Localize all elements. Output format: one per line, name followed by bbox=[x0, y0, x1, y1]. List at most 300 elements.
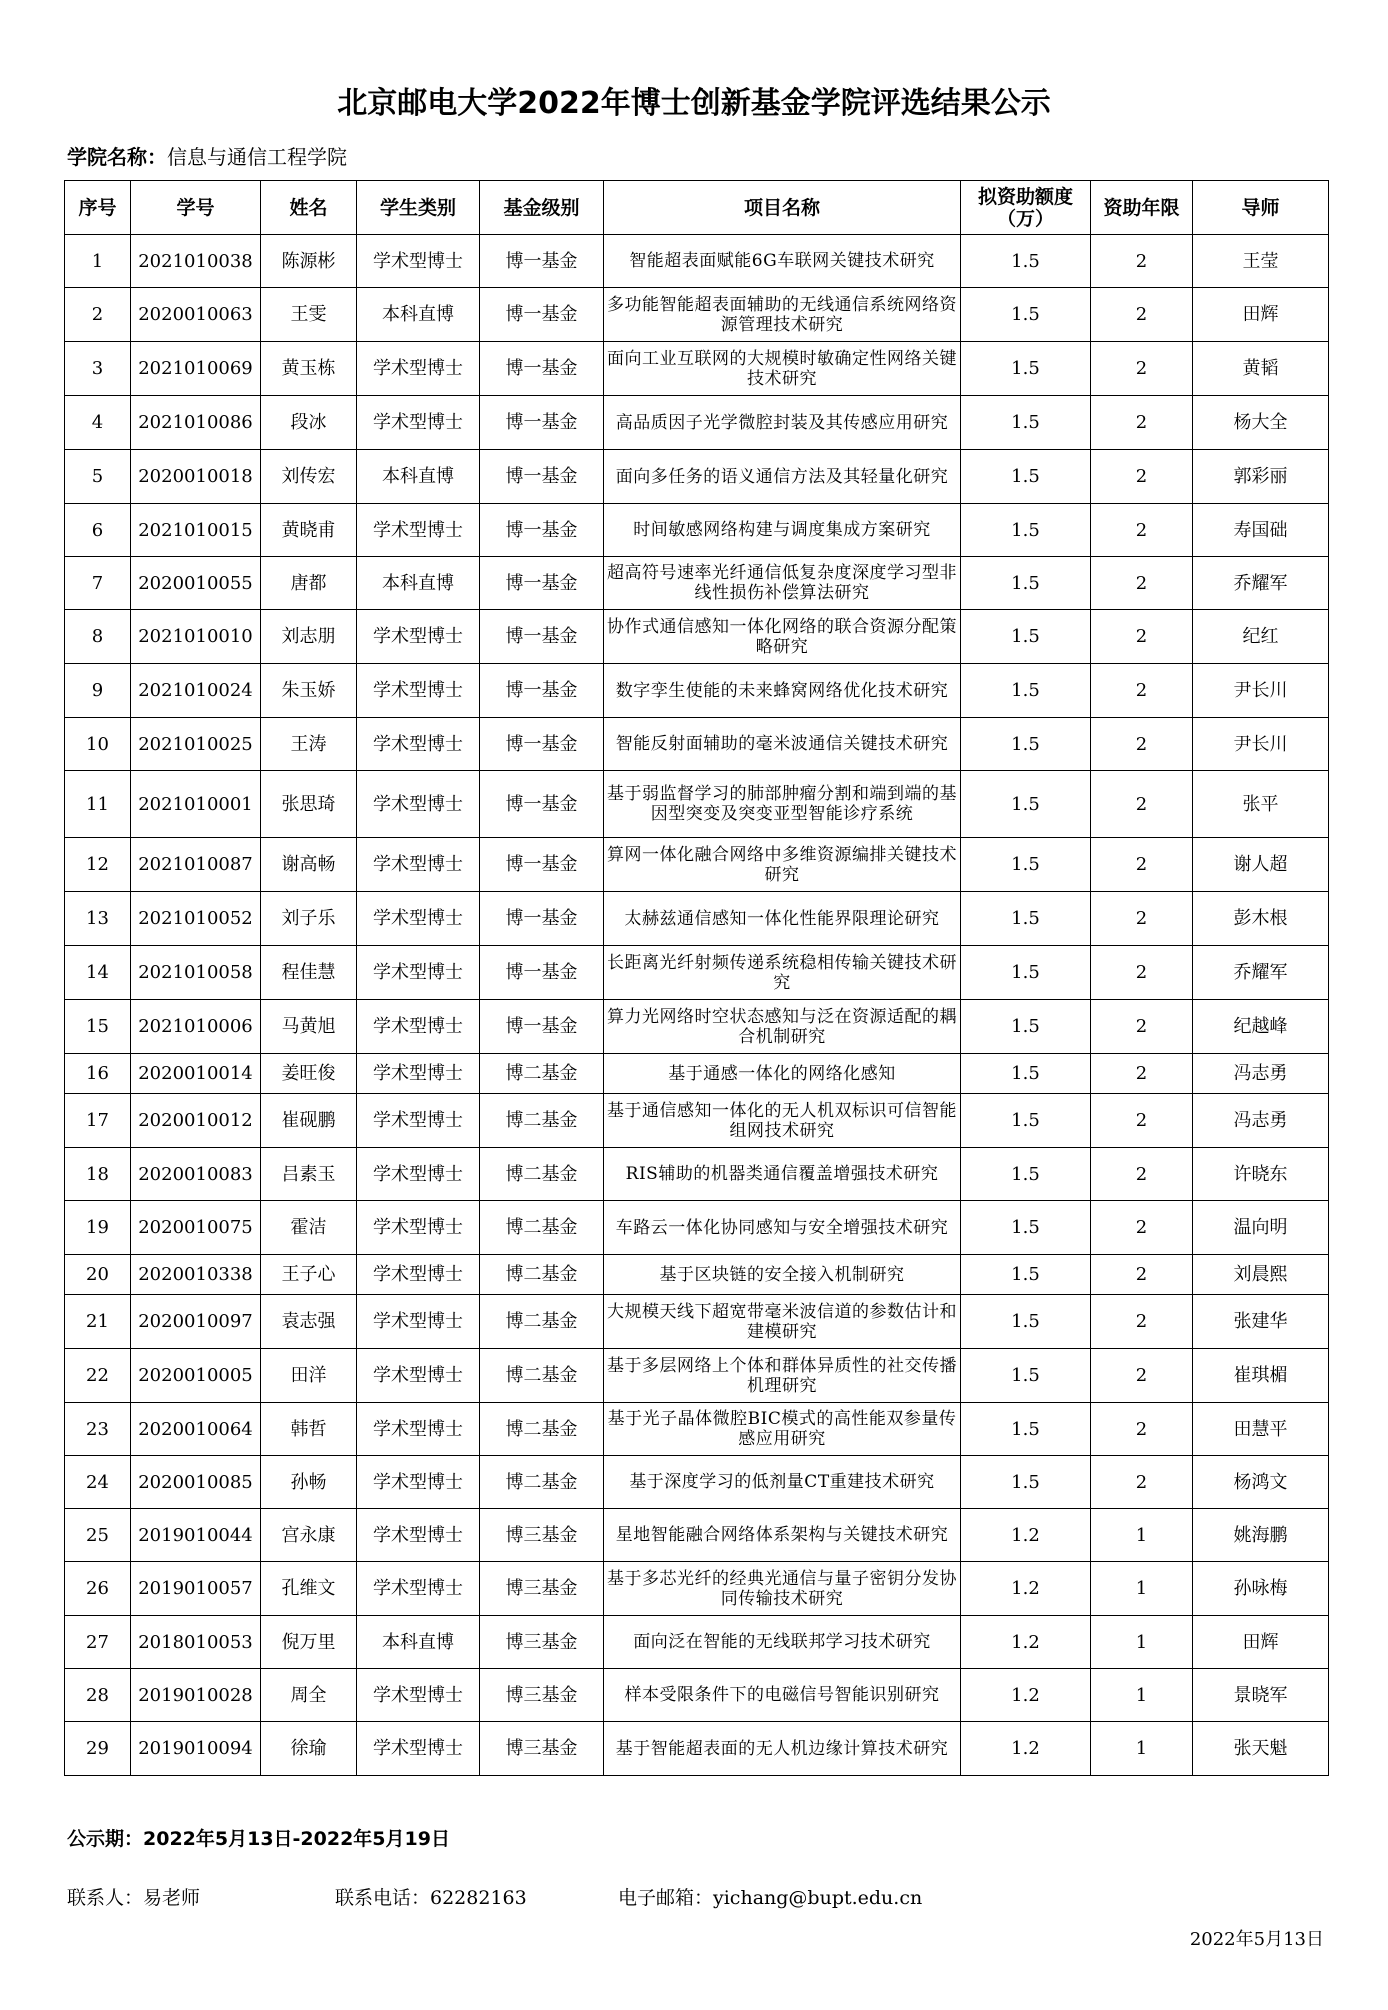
cell-index: 8 bbox=[65, 610, 131, 664]
cell-project-name: 算网一体化融合网络中多维资源编排关键技术研究 bbox=[604, 838, 961, 892]
college-name: 信息与通信工程学院 bbox=[167, 145, 347, 169]
table-row bbox=[65, 1255, 1329, 1295]
cell-name: 张思琦 bbox=[261, 771, 357, 838]
cell-project-name: 基于多芯光纤的经典光通信与量子密钥分发协同传输技术研究 bbox=[604, 1562, 961, 1616]
table-row bbox=[65, 1148, 1329, 1201]
cell-amount: 1.5 bbox=[961, 1000, 1091, 1054]
table-row bbox=[65, 1562, 1329, 1616]
cell-fund-level: 博一基金 bbox=[480, 235, 604, 288]
cell-project-name: 太赫兹通信感知一体化性能界限理论研究 bbox=[604, 892, 961, 946]
cell-amount: 1.5 bbox=[961, 718, 1091, 771]
header-years: 资助年限 bbox=[1091, 181, 1193, 235]
cell-student-type: 学术型博士 bbox=[357, 1669, 480, 1722]
cell-supervisor: 崔琪楣 bbox=[1193, 1349, 1329, 1403]
cell-student-id: 2019010094 bbox=[131, 1722, 261, 1776]
cell-years: 2 bbox=[1091, 557, 1193, 610]
cell-index: 9 bbox=[65, 664, 131, 718]
results-table bbox=[64, 180, 1329, 1776]
cell-name: 袁志强 bbox=[261, 1295, 357, 1349]
header-amount: 拟资助额度（万） bbox=[961, 181, 1091, 235]
cell-student-type: 学术型博士 bbox=[357, 946, 480, 1000]
cell-supervisor: 张平 bbox=[1193, 771, 1329, 838]
cell-supervisor: 杨鸿文 bbox=[1193, 1456, 1329, 1509]
cell-student-id: 2021010069 bbox=[131, 342, 261, 396]
cell-index: 20 bbox=[65, 1255, 131, 1295]
cell-student-type: 学术型博士 bbox=[357, 1509, 480, 1562]
cell-index: 25 bbox=[65, 1509, 131, 1562]
cell-student-type: 本科直博 bbox=[357, 557, 480, 610]
cell-student-id: 2020010063 bbox=[131, 288, 261, 342]
cell-index: 3 bbox=[65, 342, 131, 396]
cell-supervisor: 乔耀军 bbox=[1193, 946, 1329, 1000]
cell-fund-level: 博一基金 bbox=[480, 718, 604, 771]
table-body bbox=[65, 235, 1329, 1776]
cell-amount: 1.2 bbox=[961, 1616, 1091, 1669]
cell-fund-level: 博一基金 bbox=[480, 557, 604, 610]
cell-project-name: 基于区块链的安全接入机制研究 bbox=[604, 1255, 961, 1295]
cell-student-id: 2020010097 bbox=[131, 1295, 261, 1349]
cell-student-id: 2018010053 bbox=[131, 1616, 261, 1669]
cell-name: 王涛 bbox=[261, 718, 357, 771]
cell-years: 2 bbox=[1091, 946, 1193, 1000]
cell-student-type: 学术型博士 bbox=[357, 664, 480, 718]
cell-fund-level: 博二基金 bbox=[480, 1349, 604, 1403]
table-row bbox=[65, 1349, 1329, 1403]
cell-supervisor: 尹长川 bbox=[1193, 718, 1329, 771]
cell-student-type: 学术型博士 bbox=[357, 235, 480, 288]
cell-years: 1 bbox=[1091, 1616, 1193, 1669]
cell-index: 6 bbox=[65, 504, 131, 557]
cell-index: 10 bbox=[65, 718, 131, 771]
cell-years: 1 bbox=[1091, 1669, 1193, 1722]
table-row bbox=[65, 892, 1329, 946]
cell-name: 黄玉栋 bbox=[261, 342, 357, 396]
cell-project-name: 协作式通信感知一体化网络的联合资源分配策略研究 bbox=[604, 610, 961, 664]
cell-student-type: 学术型博士 bbox=[357, 1255, 480, 1295]
cell-fund-level: 博二基金 bbox=[480, 1255, 604, 1295]
cell-index: 18 bbox=[65, 1148, 131, 1201]
cell-student-id: 2020010064 bbox=[131, 1403, 261, 1456]
cell-index: 19 bbox=[65, 1201, 131, 1255]
cell-years: 2 bbox=[1091, 1255, 1193, 1295]
cell-amount: 1.5 bbox=[961, 342, 1091, 396]
cell-supervisor: 王莹 bbox=[1193, 235, 1329, 288]
cell-amount: 1.5 bbox=[961, 771, 1091, 838]
cell-project-name: 基于多层网络上个体和群体异质性的社交传播机理研究 bbox=[604, 1349, 961, 1403]
cell-project-name: 多功能智能超表面辅助的无线通信系统网络资源管理技术研究 bbox=[604, 288, 961, 342]
cell-student-id: 2020010338 bbox=[131, 1255, 261, 1295]
cell-fund-level: 博二基金 bbox=[480, 1148, 604, 1201]
header-name: 姓名 bbox=[261, 181, 357, 235]
cell-fund-level: 博一基金 bbox=[480, 892, 604, 946]
cell-project-name: 车路云一体化协同感知与安全增强技术研究 bbox=[604, 1201, 961, 1255]
cell-student-type: 本科直博 bbox=[357, 1616, 480, 1669]
cell-student-id: 2019010057 bbox=[131, 1562, 261, 1616]
cell-fund-level: 博一基金 bbox=[480, 610, 604, 664]
cell-student-type: 学术型博士 bbox=[357, 396, 480, 450]
cell-amount: 1.5 bbox=[961, 504, 1091, 557]
cell-project-name: 智能反射面辅助的毫米波通信关键技术研究 bbox=[604, 718, 961, 771]
cell-fund-level: 博二基金 bbox=[480, 1054, 604, 1094]
table-row bbox=[65, 1722, 1329, 1776]
cell-student-id: 2021010010 bbox=[131, 610, 261, 664]
cell-fund-level: 博二基金 bbox=[480, 1295, 604, 1349]
table-row bbox=[65, 1000, 1329, 1054]
table-row bbox=[65, 1616, 1329, 1669]
cell-student-id: 2019010028 bbox=[131, 1669, 261, 1722]
cell-name: 王雯 bbox=[261, 288, 357, 342]
cell-name: 姜旺俊 bbox=[261, 1054, 357, 1094]
college-label: 学院名称： bbox=[67, 145, 167, 169]
cell-supervisor: 纪越峰 bbox=[1193, 1000, 1329, 1054]
cell-project-name: 超高符号速率光纤通信低复杂度深度学习型非线性损伤补偿算法研究 bbox=[604, 557, 961, 610]
cell-name: 孔维文 bbox=[261, 1562, 357, 1616]
cell-project-name: 时间敏感网络构建与调度集成方案研究 bbox=[604, 504, 961, 557]
cell-amount: 1.5 bbox=[961, 1148, 1091, 1201]
cell-index: 1 bbox=[65, 235, 131, 288]
cell-student-type: 学术型博士 bbox=[357, 504, 480, 557]
cell-supervisor: 张天魁 bbox=[1193, 1722, 1329, 1776]
cell-years: 2 bbox=[1091, 450, 1193, 504]
cell-index: 24 bbox=[65, 1456, 131, 1509]
cell-student-id: 2021010024 bbox=[131, 664, 261, 718]
cell-fund-level: 博一基金 bbox=[480, 838, 604, 892]
cell-student-type: 学术型博士 bbox=[357, 342, 480, 396]
table-row bbox=[65, 946, 1329, 1000]
cell-name: 段冰 bbox=[261, 396, 357, 450]
cell-amount: 1.5 bbox=[961, 1295, 1091, 1349]
cell-student-id: 2021010058 bbox=[131, 946, 261, 1000]
cell-project-name: 基于深度学习的低剂量CT重建技术研究 bbox=[604, 1456, 961, 1509]
table-row bbox=[65, 235, 1329, 288]
cell-project-name: 基于光子晶体微腔BIC模式的高性能双参量传感应用研究 bbox=[604, 1403, 961, 1456]
cell-supervisor: 田辉 bbox=[1193, 288, 1329, 342]
cell-project-name: 智能超表面赋能6G车联网关键技术研究 bbox=[604, 235, 961, 288]
cell-index: 7 bbox=[65, 557, 131, 610]
cell-years: 2 bbox=[1091, 1349, 1193, 1403]
cell-years: 2 bbox=[1091, 342, 1193, 396]
table-row bbox=[65, 557, 1329, 610]
cell-name: 韩哲 bbox=[261, 1403, 357, 1456]
cell-student-id: 2020010014 bbox=[131, 1054, 261, 1094]
cell-amount: 1.5 bbox=[961, 1201, 1091, 1255]
cell-student-type: 学术型博士 bbox=[357, 892, 480, 946]
cell-years: 1 bbox=[1091, 1509, 1193, 1562]
table-row bbox=[65, 342, 1329, 396]
cell-supervisor: 孙咏梅 bbox=[1193, 1562, 1329, 1616]
cell-years: 2 bbox=[1091, 892, 1193, 946]
cell-student-id: 2020010018 bbox=[131, 450, 261, 504]
cell-supervisor: 彭木根 bbox=[1193, 892, 1329, 946]
cell-amount: 1.5 bbox=[961, 557, 1091, 610]
contact-person: 联系人：易老师 bbox=[67, 1887, 201, 1909]
cell-index: 21 bbox=[65, 1295, 131, 1349]
cell-years: 2 bbox=[1091, 504, 1193, 557]
cell-years: 2 bbox=[1091, 1148, 1193, 1201]
cell-index: 27 bbox=[65, 1616, 131, 1669]
cell-amount: 1.5 bbox=[961, 1456, 1091, 1509]
cell-years: 2 bbox=[1091, 838, 1193, 892]
cell-supervisor: 刘晨熙 bbox=[1193, 1255, 1329, 1295]
contact-phone: 联系电话：62282163 bbox=[335, 1887, 527, 1909]
cell-index: 17 bbox=[65, 1094, 131, 1148]
cell-name: 唐都 bbox=[261, 557, 357, 610]
cell-index: 4 bbox=[65, 396, 131, 450]
header-student-id: 学号 bbox=[131, 181, 261, 235]
cell-index: 23 bbox=[65, 1403, 131, 1456]
header-project-name: 项目名称 bbox=[604, 181, 961, 235]
cell-years: 1 bbox=[1091, 1562, 1193, 1616]
cell-student-id: 2020010075 bbox=[131, 1201, 261, 1255]
cell-fund-level: 博三基金 bbox=[480, 1509, 604, 1562]
cell-name: 徐瑜 bbox=[261, 1722, 357, 1776]
cell-fund-level: 博一基金 bbox=[480, 664, 604, 718]
table-row bbox=[65, 718, 1329, 771]
cell-student-type: 本科直博 bbox=[357, 450, 480, 504]
cell-amount: 1.2 bbox=[961, 1669, 1091, 1722]
cell-name: 宫永康 bbox=[261, 1509, 357, 1562]
cell-project-name: 算力光网络时空状态感知与泛在资源适配的耦合机制研究 bbox=[604, 1000, 961, 1054]
cell-supervisor: 尹长川 bbox=[1193, 664, 1329, 718]
cell-name: 王子心 bbox=[261, 1255, 357, 1295]
cell-name: 谢高畅 bbox=[261, 838, 357, 892]
cell-name: 倪万里 bbox=[261, 1616, 357, 1669]
college-line bbox=[67, 142, 347, 172]
header-student-type: 学生类别 bbox=[357, 181, 480, 235]
cell-name: 吕素玉 bbox=[261, 1148, 357, 1201]
table-row bbox=[65, 1094, 1329, 1148]
cell-project-name: 大规模天线下超宽带毫米波信道的参数估计和建模研究 bbox=[604, 1295, 961, 1349]
cell-fund-level: 博二基金 bbox=[480, 1201, 604, 1255]
cell-project-name: 数字孪生使能的未来蜂窝网络优化技术研究 bbox=[604, 664, 961, 718]
cell-amount: 1.5 bbox=[961, 1094, 1091, 1148]
cell-amount: 1.5 bbox=[961, 1403, 1091, 1456]
cell-amount: 1.5 bbox=[961, 450, 1091, 504]
cell-student-type: 学术型博士 bbox=[357, 1054, 480, 1094]
cell-supervisor: 姚海鹏 bbox=[1193, 1509, 1329, 1562]
cell-supervisor: 纪红 bbox=[1193, 610, 1329, 664]
cell-amount: 1.2 bbox=[961, 1562, 1091, 1616]
cell-project-name: 样本受限条件下的电磁信号智能识别研究 bbox=[604, 1669, 961, 1722]
cell-amount: 1.5 bbox=[961, 892, 1091, 946]
cell-years: 2 bbox=[1091, 718, 1193, 771]
cell-student-type: 学术型博士 bbox=[357, 1349, 480, 1403]
cell-index: 12 bbox=[65, 838, 131, 892]
cell-student-type: 学术型博士 bbox=[357, 838, 480, 892]
cell-fund-level: 博一基金 bbox=[480, 342, 604, 396]
cell-project-name: 长距离光纤射频传递系统稳相传输关键技术研究 bbox=[604, 946, 961, 1000]
table-row bbox=[65, 504, 1329, 557]
cell-project-name: 基于通信感知一体化的无人机双标识可信智能组网技术研究 bbox=[604, 1094, 961, 1148]
table-row bbox=[65, 288, 1329, 342]
cell-project-name: 面向多任务的语义通信方法及其轻量化研究 bbox=[604, 450, 961, 504]
cell-index: 22 bbox=[65, 1349, 131, 1403]
table-row bbox=[65, 664, 1329, 718]
cell-amount: 1.2 bbox=[961, 1722, 1091, 1776]
cell-student-type: 学术型博士 bbox=[357, 1295, 480, 1349]
cell-name: 孙畅 bbox=[261, 1456, 357, 1509]
table-row bbox=[65, 396, 1329, 450]
cell-student-type: 学术型博士 bbox=[357, 610, 480, 664]
cell-name: 朱玉娇 bbox=[261, 664, 357, 718]
cell-fund-level: 博一基金 bbox=[480, 288, 604, 342]
cell-student-id: 2020010085 bbox=[131, 1456, 261, 1509]
cell-student-type: 学术型博士 bbox=[357, 1403, 480, 1456]
cell-amount: 1.2 bbox=[961, 1509, 1091, 1562]
cell-project-name: 星地智能融合网络体系架构与关键技术研究 bbox=[604, 1509, 961, 1562]
table-row bbox=[65, 1403, 1329, 1456]
cell-amount: 1.5 bbox=[961, 1255, 1091, 1295]
cell-student-id: 2021010038 bbox=[131, 235, 261, 288]
cell-fund-level: 博一基金 bbox=[480, 396, 604, 450]
cell-index: 2 bbox=[65, 288, 131, 342]
cell-amount: 1.5 bbox=[961, 838, 1091, 892]
cell-name: 马黄旭 bbox=[261, 1000, 357, 1054]
cell-project-name: 高品质因子光学微腔封装及其传感应用研究 bbox=[604, 396, 961, 450]
table-header-row bbox=[65, 181, 1329, 235]
cell-years: 1 bbox=[1091, 1722, 1193, 1776]
table-row bbox=[65, 771, 1329, 838]
cell-student-type: 学术型博士 bbox=[357, 1094, 480, 1148]
cell-supervisor: 乔耀军 bbox=[1193, 557, 1329, 610]
page-title: 北京邮电大学2022年博士创新基金学院评选结果公示 bbox=[337, 86, 1051, 121]
cell-project-name: RIS辅助的机器类通信覆盖增强技术研究 bbox=[604, 1148, 961, 1201]
cell-fund-level: 博一基金 bbox=[480, 504, 604, 557]
cell-amount: 1.5 bbox=[961, 946, 1091, 1000]
cell-years: 2 bbox=[1091, 396, 1193, 450]
table-row bbox=[65, 1509, 1329, 1562]
cell-student-type: 学术型博士 bbox=[357, 1722, 480, 1776]
cell-amount: 1.5 bbox=[961, 610, 1091, 664]
cell-fund-level: 博一基金 bbox=[480, 771, 604, 838]
cell-name: 刘志朋 bbox=[261, 610, 357, 664]
cell-index: 11 bbox=[65, 771, 131, 838]
cell-student-id: 2021010006 bbox=[131, 1000, 261, 1054]
cell-name: 刘子乐 bbox=[261, 892, 357, 946]
table-row bbox=[65, 1456, 1329, 1509]
cell-student-id: 2021010015 bbox=[131, 504, 261, 557]
cell-years: 2 bbox=[1091, 235, 1193, 288]
cell-amount: 1.5 bbox=[961, 664, 1091, 718]
cell-student-id: 2020010083 bbox=[131, 1148, 261, 1201]
cell-amount: 1.5 bbox=[961, 1349, 1091, 1403]
cell-years: 2 bbox=[1091, 288, 1193, 342]
cell-student-id: 2021010001 bbox=[131, 771, 261, 838]
cell-student-type: 学术型博士 bbox=[357, 1201, 480, 1255]
cell-amount: 1.5 bbox=[961, 288, 1091, 342]
cell-name: 崔砚鹏 bbox=[261, 1094, 357, 1148]
cell-index: 14 bbox=[65, 946, 131, 1000]
cell-index: 28 bbox=[65, 1669, 131, 1722]
cell-project-name: 基于智能超表面的无人机边缘计算技术研究 bbox=[604, 1722, 961, 1776]
table-row bbox=[65, 1295, 1329, 1349]
cell-years: 2 bbox=[1091, 771, 1193, 838]
table-row bbox=[65, 610, 1329, 664]
cell-supervisor: 田辉 bbox=[1193, 1616, 1329, 1669]
cell-index: 16 bbox=[65, 1054, 131, 1094]
publish-date: 2022年5月13日 bbox=[1189, 1929, 1324, 1950]
cell-fund-level: 博二基金 bbox=[480, 1456, 604, 1509]
cell-amount: 1.5 bbox=[961, 396, 1091, 450]
header-fund-level: 基金级别 bbox=[480, 181, 604, 235]
cell-student-id: 2020010055 bbox=[131, 557, 261, 610]
cell-fund-level: 博一基金 bbox=[480, 946, 604, 1000]
cell-supervisor: 寿国础 bbox=[1193, 504, 1329, 557]
cell-student-id: 2019010044 bbox=[131, 1509, 261, 1562]
cell-project-name: 基于弱监督学习的肺部肿瘤分割和端到端的基因型突变及突变亚型智能诊疗系统 bbox=[604, 771, 961, 838]
cell-fund-level: 博三基金 bbox=[480, 1562, 604, 1616]
cell-student-id: 2021010025 bbox=[131, 718, 261, 771]
cell-student-type: 学术型博士 bbox=[357, 718, 480, 771]
header-supervisor: 导师 bbox=[1193, 181, 1329, 235]
cell-name: 刘传宏 bbox=[261, 450, 357, 504]
cell-supervisor: 冯志勇 bbox=[1193, 1054, 1329, 1094]
cell-fund-level: 博二基金 bbox=[480, 1094, 604, 1148]
cell-supervisor: 黄韬 bbox=[1193, 342, 1329, 396]
cell-student-type: 学术型博士 bbox=[357, 771, 480, 838]
table-row bbox=[65, 1054, 1329, 1094]
cell-supervisor: 杨大全 bbox=[1193, 396, 1329, 450]
header-index: 序号 bbox=[65, 181, 131, 235]
cell-student-type: 本科直博 bbox=[357, 288, 480, 342]
cell-years: 2 bbox=[1091, 1456, 1193, 1509]
publicity-period: 公示期：2022年5月13日-2022年5月19日 bbox=[67, 1828, 450, 1850]
cell-supervisor: 张建华 bbox=[1193, 1295, 1329, 1349]
cell-index: 5 bbox=[65, 450, 131, 504]
cell-fund-level: 博三基金 bbox=[480, 1616, 604, 1669]
cell-supervisor: 许晓东 bbox=[1193, 1148, 1329, 1201]
table-row bbox=[65, 1201, 1329, 1255]
cell-years: 2 bbox=[1091, 1054, 1193, 1094]
cell-student-type: 学术型博士 bbox=[357, 1562, 480, 1616]
cell-index: 13 bbox=[65, 892, 131, 946]
cell-supervisor: 郭彩丽 bbox=[1193, 450, 1329, 504]
cell-amount: 1.5 bbox=[961, 235, 1091, 288]
cell-name: 程佳慧 bbox=[261, 946, 357, 1000]
cell-supervisor: 谢人超 bbox=[1193, 838, 1329, 892]
cell-student-id: 2020010012 bbox=[131, 1094, 261, 1148]
cell-years: 2 bbox=[1091, 1094, 1193, 1148]
cell-years: 2 bbox=[1091, 1295, 1193, 1349]
cell-fund-level: 博一基金 bbox=[480, 450, 604, 504]
cell-student-id: 2021010052 bbox=[131, 892, 261, 946]
cell-amount: 1.5 bbox=[961, 1054, 1091, 1094]
cell-student-type: 学术型博士 bbox=[357, 1000, 480, 1054]
cell-index: 15 bbox=[65, 1000, 131, 1054]
cell-student-id: 2020010005 bbox=[131, 1349, 261, 1403]
cell-project-name: 面向泛在智能的无线联邦学习技术研究 bbox=[604, 1616, 961, 1669]
cell-fund-level: 博二基金 bbox=[480, 1403, 604, 1456]
cell-student-id: 2021010087 bbox=[131, 838, 261, 892]
table-row bbox=[65, 838, 1329, 892]
cell-name: 霍洁 bbox=[261, 1201, 357, 1255]
cell-fund-level: 博三基金 bbox=[480, 1722, 604, 1776]
cell-student-type: 学术型博士 bbox=[357, 1456, 480, 1509]
cell-years: 2 bbox=[1091, 610, 1193, 664]
cell-student-type: 学术型博士 bbox=[357, 1148, 480, 1201]
contact-email: 电子邮箱：yichang@bupt.edu.cn bbox=[618, 1887, 923, 1909]
cell-supervisor: 田慧平 bbox=[1193, 1403, 1329, 1456]
cell-supervisor: 冯志勇 bbox=[1193, 1094, 1329, 1148]
cell-name: 周全 bbox=[261, 1669, 357, 1722]
cell-index: 26 bbox=[65, 1562, 131, 1616]
cell-student-id: 2021010086 bbox=[131, 396, 261, 450]
cell-supervisor: 景晓军 bbox=[1193, 1669, 1329, 1722]
cell-years: 2 bbox=[1091, 1403, 1193, 1456]
cell-supervisor: 温向明 bbox=[1193, 1201, 1329, 1255]
cell-index: 29 bbox=[65, 1722, 131, 1776]
cell-years: 2 bbox=[1091, 1201, 1193, 1255]
